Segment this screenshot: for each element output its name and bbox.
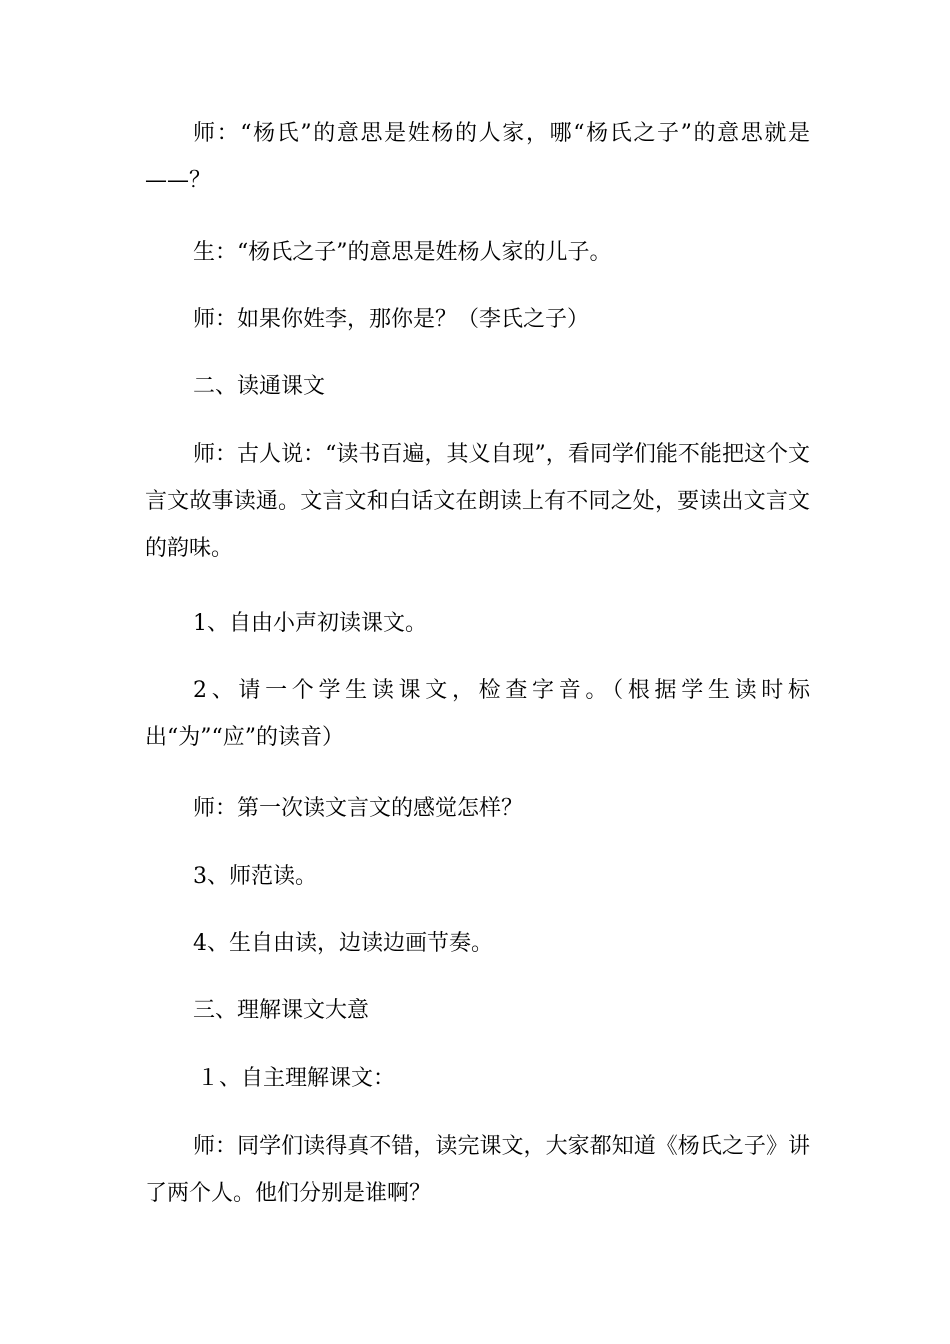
paragraph-student-answer: 生：“杨氏之子”的意思是姓杨人家的儿子。	[193, 240, 612, 265]
section-heading-read-through: 二、读通课文	[193, 374, 326, 399]
list-item-teacher-demo-reading: 3、师范读。	[193, 864, 317, 889]
list-item-self-understanding: １、自主理解课文：	[197, 1066, 396, 1091]
list-item-rhythm-marking: 4、生自由读，边读边画节奏。	[193, 931, 493, 956]
paragraph-teacher-yangshi-meaning: 师：“杨氏”的意思是姓杨的人家，哪“杨氏之子”的意思就是——？	[145, 121, 810, 193]
section-heading-understand-meaning: 三、理解课文大意	[193, 998, 370, 1023]
paragraph-teacher-first-feeling: 师：第一次读文言文的感觉怎样？	[193, 796, 524, 821]
paragraph-teacher-li-question: 师：如果你姓李，那你是？（李氏之子）	[193, 307, 590, 332]
paragraph-teacher-ancient-saying: 师：古人说：“读书百遍，其义自现”，看同学们能不能把这个文言文故事读通。文言文和白话文在朗读上有不同之处，要读出文言文的韵味。	[145, 442, 810, 561]
list-item-student-reads: 2、请一个学生读课文，检查字音。（根据学生读时标出“为”“应”的读音）	[145, 678, 810, 750]
paragraph-teacher-two-people: 师：同学们读得真不错，读完课文，大家都知道《杨氏之子》讲了两个人。他们分别是谁啊？	[145, 1134, 810, 1206]
list-item-free-reading: 1、自由小声初读课文。	[193, 611, 427, 636]
